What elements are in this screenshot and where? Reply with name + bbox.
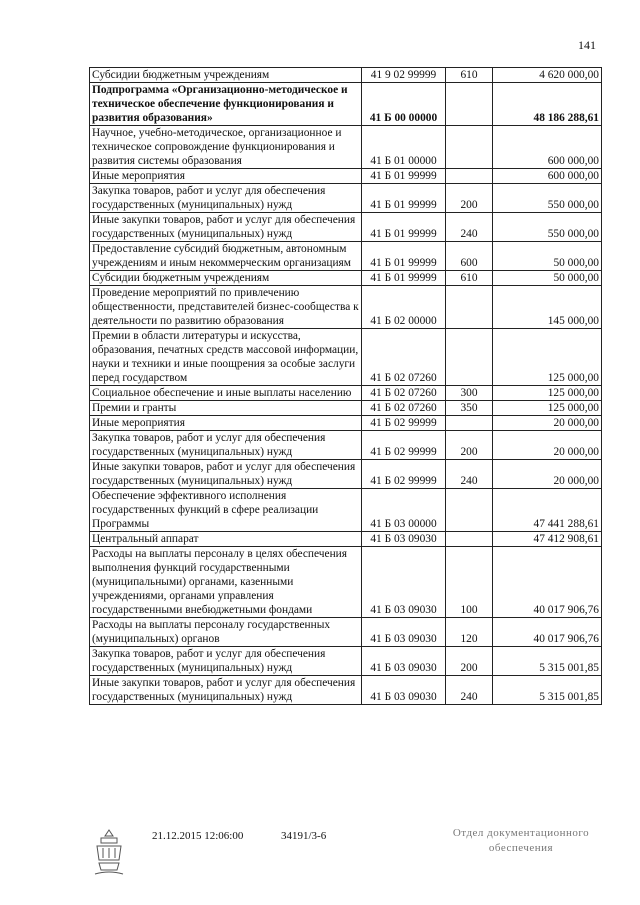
row-name-cell: Обеспечение эффективного исполнения государственных функций в сфере реализации Программы bbox=[90, 489, 362, 532]
table-row bbox=[90, 386, 602, 401]
row-code-cell: 41 Б 02 07260 bbox=[362, 386, 446, 401]
row-amount-cell: 48 186 288,61 bbox=[493, 83, 602, 126]
row-code-cell: 41 Б 03 09030 bbox=[362, 618, 446, 647]
row-amount-cell: 145 000,00 bbox=[493, 286, 602, 329]
table-row bbox=[90, 547, 602, 618]
row-name-cell: Премии и гранты bbox=[90, 401, 362, 416]
table-row bbox=[90, 647, 602, 676]
table-row bbox=[90, 286, 602, 329]
row-name-cell: Премии в области литературы и искусства, образования, печатных средств массовой информации, науки и техники и иные поощрения за особые заслуги перед государством bbox=[90, 329, 362, 386]
row-amount-cell: 125 000,00 bbox=[493, 386, 602, 401]
table-row bbox=[90, 676, 602, 705]
row-name-cell: Предоставление субсидий бюджетным, автономным учреждениям и иным некоммерческим организациям bbox=[90, 242, 362, 271]
row-amount-cell: 50 000,00 bbox=[493, 242, 602, 271]
row-type-cell: 200 bbox=[446, 647, 493, 676]
row-code-cell: 41 Б 03 09030 bbox=[362, 547, 446, 618]
row-amount-cell: 47 441 288,61 bbox=[493, 489, 602, 532]
row-type-cell bbox=[446, 169, 493, 184]
row-name-cell: Закупка товаров, работ и услуг для обеспечения государственных (муниципальных) нужд bbox=[90, 431, 362, 460]
row-amount-cell: 20 000,00 bbox=[493, 416, 602, 431]
row-name-cell: Подпрограмма «Организационно-методическое и техническое обеспечение функционирования и развития образования» bbox=[90, 83, 362, 126]
table-row bbox=[90, 618, 602, 647]
row-code-cell: 41 Б 02 07260 bbox=[362, 329, 446, 386]
row-amount-cell: 550 000,00 bbox=[493, 213, 602, 242]
row-code-cell: 41 Б 01 99999 bbox=[362, 242, 446, 271]
row-type-cell bbox=[446, 489, 493, 532]
row-amount-cell: 5 315 001,85 bbox=[493, 647, 602, 676]
row-amount-cell: 40 017 906,76 bbox=[493, 547, 602, 618]
row-type-cell: 300 bbox=[446, 386, 493, 401]
table-row bbox=[90, 83, 602, 126]
row-type-cell: 610 bbox=[446, 68, 493, 83]
row-amount-cell: 550 000,00 bbox=[493, 184, 602, 213]
row-amount-cell: 20 000,00 bbox=[493, 431, 602, 460]
row-type-cell: 240 bbox=[446, 460, 493, 489]
row-name-cell: Закупка товаров, работ и услуг для обеспечения государственных (муниципальных) нужд bbox=[90, 184, 362, 213]
table-row bbox=[90, 271, 602, 286]
table-row bbox=[90, 532, 602, 547]
row-name-cell: Социальное обеспечение и иные выплаты населению bbox=[90, 386, 362, 401]
row-code-cell: 41 9 02 99999 bbox=[362, 68, 446, 83]
table-row bbox=[90, 431, 602, 460]
row-amount-cell: 4 620 000,00 bbox=[493, 68, 602, 83]
row-type-cell bbox=[446, 416, 493, 431]
row-type-cell: 120 bbox=[446, 618, 493, 647]
row-code-cell: 41 Б 02 99999 bbox=[362, 460, 446, 489]
table-row bbox=[90, 213, 602, 242]
row-name-cell: Закупка товаров, работ и услуг для обеспечения государственных (муниципальных) нужд bbox=[90, 647, 362, 676]
page-number: 141 bbox=[578, 38, 596, 52]
row-type-cell bbox=[446, 126, 493, 169]
row-code-cell: 41 Б 03 09030 bbox=[362, 647, 446, 676]
row-amount-cell: 47 412 908,61 bbox=[493, 532, 602, 547]
row-amount-cell: 125 000,00 bbox=[493, 329, 602, 386]
table-row bbox=[90, 68, 602, 83]
row-type-cell: 240 bbox=[446, 213, 493, 242]
row-name-cell: Иные закупки товаров, работ и услуг для обеспечения государственных (муниципальных) нужд bbox=[90, 213, 362, 242]
row-code-cell: 41 Б 02 00000 bbox=[362, 286, 446, 329]
row-code-cell: 41 Б 01 99999 bbox=[362, 169, 446, 184]
row-type-cell: 200 bbox=[446, 431, 493, 460]
row-code-cell: 41 Б 01 99999 bbox=[362, 184, 446, 213]
row-type-cell: 600 bbox=[446, 242, 493, 271]
row-name-cell: Проведение мероприятий по привлечению общественности, представителей бизнес-сообщества к деятельности по развитию образования bbox=[90, 286, 362, 329]
row-name-cell: Иные закупки товаров, работ и услуг для обеспечения государственных (муниципальных) нужд bbox=[90, 676, 362, 705]
footer-org-line-1: Отдел документационного bbox=[452, 827, 590, 839]
row-name-cell: Расходы на выплаты персоналу государственных (муниципальных) органов bbox=[90, 618, 362, 647]
row-amount-cell: 40 017 906,76 bbox=[493, 618, 602, 647]
row-code-cell: 41 Б 00 00000 bbox=[362, 83, 446, 126]
row-code-cell: 41 Б 03 09030 bbox=[362, 532, 446, 547]
row-type-cell: 240 bbox=[446, 676, 493, 705]
row-amount-cell: 20 000,00 bbox=[493, 460, 602, 489]
table-row bbox=[90, 401, 602, 416]
row-code-cell: 41 Б 02 99999 bbox=[362, 416, 446, 431]
row-type-cell bbox=[446, 329, 493, 386]
table-row bbox=[90, 126, 602, 169]
row-amount-cell: 600 000,00 bbox=[493, 126, 602, 169]
row-code-cell: 41 Б 01 99999 bbox=[362, 213, 446, 242]
row-code-cell: 41 Б 02 99999 bbox=[362, 431, 446, 460]
row-name-cell: Иные мероприятия bbox=[90, 416, 362, 431]
table-row bbox=[90, 169, 602, 184]
row-type-cell: 100 bbox=[446, 547, 493, 618]
budget-table-body bbox=[90, 68, 602, 705]
row-name-cell: Научное, учебно-методическое, организационное и техническое сопровождение функционирования и развития системы образования bbox=[90, 126, 362, 169]
row-code-cell: 41 Б 03 00000 bbox=[362, 489, 446, 532]
row-code-cell: 41 Б 01 00000 bbox=[362, 126, 446, 169]
row-code-cell: 41 Б 02 07260 bbox=[362, 401, 446, 416]
row-name-cell: Субсидии бюджетным учреждениям bbox=[90, 68, 362, 83]
table-row bbox=[90, 242, 602, 271]
row-name-cell: Центральный аппарат bbox=[90, 532, 362, 547]
row-code-cell: 41 Б 03 09030 bbox=[362, 676, 446, 705]
footer-date: 21.12.2015 12:06:00 bbox=[152, 830, 244, 842]
coat-of-arms-icon bbox=[89, 826, 129, 878]
row-amount-cell: 600 000,00 bbox=[493, 169, 602, 184]
row-amount-cell: 50 000,00 bbox=[493, 271, 602, 286]
footer-organization bbox=[446, 826, 596, 856]
table-row bbox=[90, 329, 602, 386]
row-name-cell: Иные мероприятия bbox=[90, 169, 362, 184]
row-type-cell: 200 bbox=[446, 184, 493, 213]
row-name-cell: Иные закупки товаров, работ и услуг для обеспечения государственных (муниципальных) нужд bbox=[90, 460, 362, 489]
budget-table bbox=[89, 67, 602, 705]
row-type-cell bbox=[446, 532, 493, 547]
table-row bbox=[90, 460, 602, 489]
row-type-cell bbox=[446, 286, 493, 329]
table-row bbox=[90, 416, 602, 431]
footer-org-line-2: обеспечения bbox=[488, 842, 554, 854]
row-type-cell: 610 bbox=[446, 271, 493, 286]
row-type-cell: 350 bbox=[446, 401, 493, 416]
row-name-cell: Субсидии бюджетным учреждениям bbox=[90, 271, 362, 286]
row-code-cell: 41 Б 01 99999 bbox=[362, 271, 446, 286]
row-name-cell: Расходы на выплаты персоналу в целях обеспечения выполнения функций государственными (муниципальными) органами, казенными учреждениями, органами управления государственными внебюджетными фондами bbox=[90, 547, 362, 618]
row-amount-cell: 5 315 001,85 bbox=[493, 676, 602, 705]
footer-doc-number: 34191/3-6 bbox=[281, 830, 327, 842]
row-type-cell bbox=[446, 83, 493, 126]
table-row bbox=[90, 489, 602, 532]
table-row bbox=[90, 184, 602, 213]
row-amount-cell: 125 000,00 bbox=[493, 401, 602, 416]
